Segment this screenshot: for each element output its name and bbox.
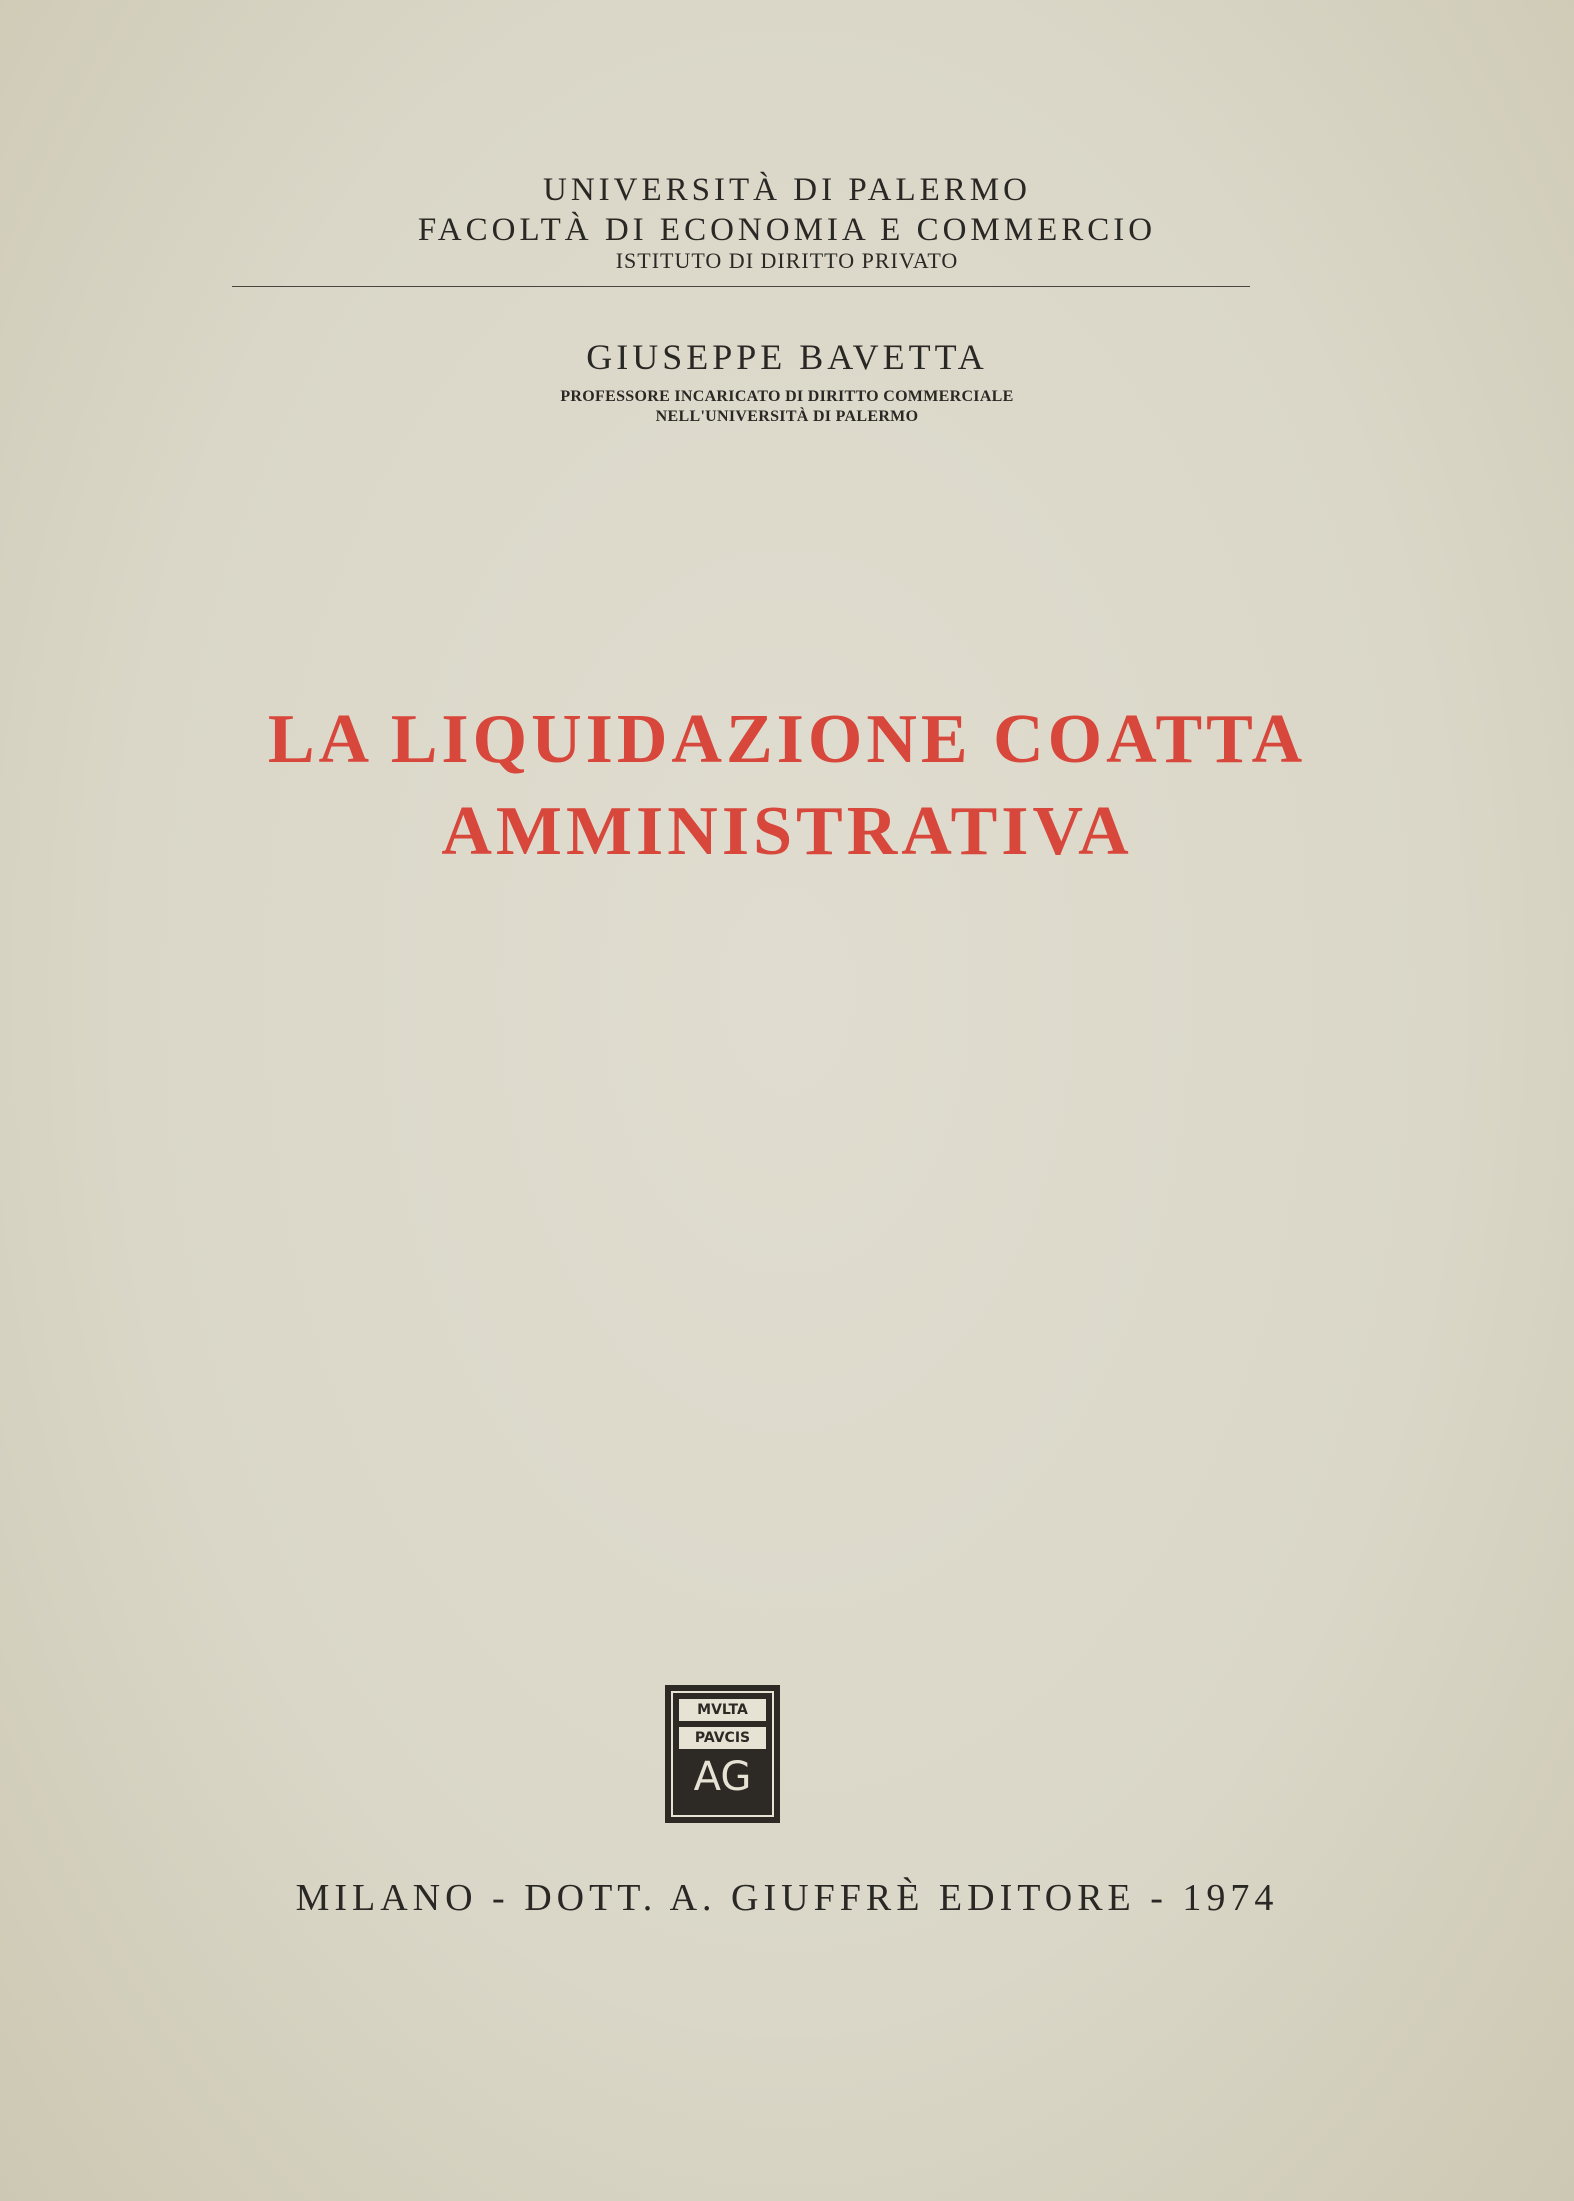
faculty-name: FACOLTÀ DI ECONOMIA E COMMERCIO xyxy=(417,212,1157,248)
author-role-line2: NELL'UNIVERSITÀ DI PALERMO xyxy=(655,408,919,425)
publisher-logo xyxy=(665,1685,780,1823)
publisher-imprint: MILANO - DOTT. A. GIUFFRÈ EDITORE - 1974 xyxy=(295,1877,1279,1919)
divider-rule xyxy=(232,286,1250,287)
author-name: GIUSEPPE BAVETTA xyxy=(586,337,988,377)
logo-initials: AG xyxy=(693,1754,752,1800)
university-name: UNIVERSITÀ DI PALERMO xyxy=(543,172,1031,208)
book-title-line1: LA LIQUIDAZIONE COATTA xyxy=(267,701,1307,778)
logo-word-multa: MVLTA xyxy=(679,1699,766,1721)
logo-word-paucis: PAVCIS xyxy=(679,1727,766,1749)
institute-name: ISTITUTO DI DIRITTO PRIVATO xyxy=(615,248,959,273)
author-role-line1: PROFESSORE INCARICATO DI DIRITTO COMMERCIALE xyxy=(560,388,1014,405)
book-title-line2: AMMINISTRATIVA xyxy=(441,793,1133,870)
